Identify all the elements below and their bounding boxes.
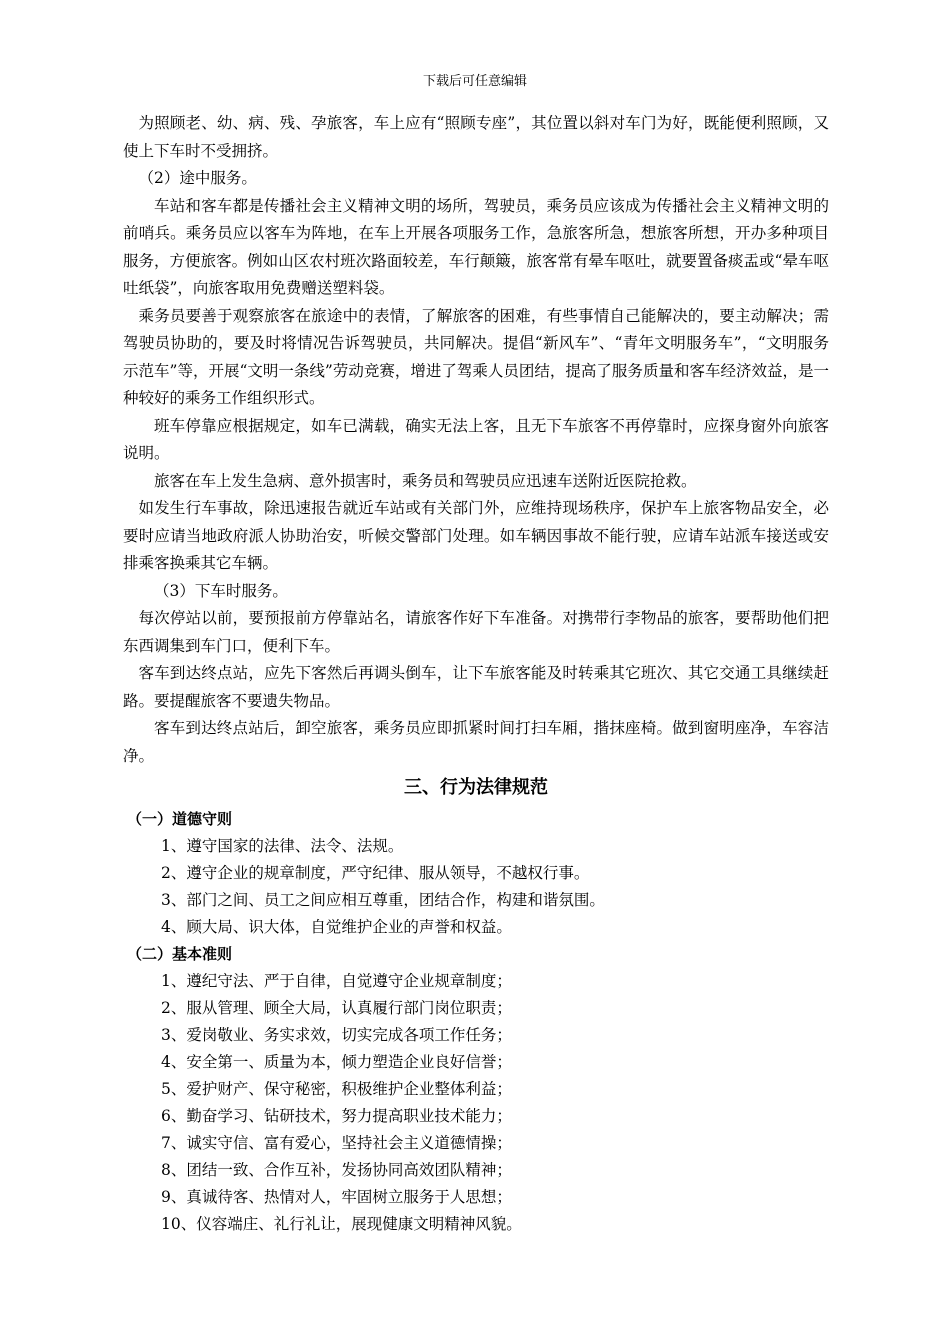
list-item: 1、遵守国家的法律、法令、法规。	[161, 837, 404, 855]
paragraph: 班车停靠应根据规定，如车已满载，确实无法上客，且无下车旅客不再停靠时，应探身窗外向旅客说明。	[123, 416, 829, 462]
list-item: 3、爱岗敬业、务实求效，切实完成各项工作任务；	[161, 1026, 512, 1044]
list-item: 4、顾大局、识大体，自觉维护企业的声誉和权益。	[161, 918, 512, 936]
list-item: 8、团结一致、合作互补，发扬协同高效团队精神；	[161, 1161, 512, 1179]
paragraph: 如发生行车事故，除迅速报告就近车站或有关部门外，应维持现场秩序，保护车上旅客物品安全，必要时应请当地政府派人协助治安，听候交警部门处理。如车辆因事故不能行驶，应请车站派车接送或安排乘客换乘其它车辆。	[123, 499, 829, 572]
document-body	[123, 110, 829, 1238]
list-item: 9、真诚待客、热情对人，牢固树立服务于人思想；	[161, 1188, 512, 1206]
list-item: 5、爱护财产、保守秘密，积极维护企业整体利益；	[161, 1080, 512, 1098]
page-header: 下载后可任意编辑	[422, 74, 527, 89]
list-item: 4、安全第一、质量为本，倾力塑造企业良好信誉；	[161, 1053, 512, 1071]
paragraph: 客车到达终点站后，卸空旅客，乘务员应即抓紧时间打扫车厢，揩抹座椅。做到窗明座净，车容洁净。	[123, 719, 829, 765]
list-item: 2、遵守企业的规章制度，严守纪律、服从领导，不越权行事。	[161, 864, 590, 882]
subsection-title-moral-code: （一）道德守则	[127, 810, 233, 828]
paragraph: 客车到达终点站，应先下客然后再调头倒车，让下车旅客能及时转乘其它班次、其它交通工具继续赶路。要提醒旅客不要遗失物品。	[123, 664, 829, 710]
list-item: 6、勤奋学习、钻研技术，努力提高职业技术能力；	[161, 1107, 512, 1125]
section-title: 三、行为法律规范	[404, 777, 548, 798]
paragraph: 乘务员要善于观察旅客在旅途中的表情，了解旅客的困难，有些事情自己能解决的，要主动解决；需驾驶员协助的，要及时将情况告诉驾驶员，共同解决。提倡“新风车”、“青年文明服务车”，“文明服务示范车”等，开展“文明一条线”劳动竞赛，增进了驾乘人员团结，提高了服务质量和客车经济效益，是一种较好的乘务工作组织形式。	[123, 306, 829, 407]
subheading-alighting-service: （3）下车时服务。	[154, 581, 288, 600]
paragraph: 为照顾老、幼、病、残、孕旅客，车上应有“照顾专座”，其位置以斜对车门为好，既能便利照顾，又使上下车时不受拥挤。	[123, 114, 829, 160]
list-item: 1、遵纪守法、严于自律，自觉遵守企业规章制度；	[161, 972, 512, 990]
paragraph: 每次停站以前，要预报前方停靠站名，请旅客作好下车准备。对携带行李物品的旅客，要帮助他们把东西调集到车门口，便利下车。	[123, 609, 829, 655]
list-item: 7、诚实守信、富有爱心，坚持社会主义道德情操；	[161, 1134, 512, 1152]
list-item: 10、仪容端庄、礼行礼让，展现健康文明精神风貌。	[161, 1215, 522, 1233]
list-item: 2、服从管理、顾全大局，认真履行部门岗位职责；	[161, 999, 512, 1017]
subheading-en-route-service: （2）途中服务。	[138, 169, 257, 187]
subsection-title-basic-rules: （二）基本准则	[127, 945, 233, 963]
paragraph: 旅客在车上发生急病、意外损害时，乘务员和驾驶员应迅速车送附近医院抢救。	[154, 471, 697, 490]
paragraph: 车站和客车都是传播社会主义精神文明的场所，驾驶员，乘务员应该成为传播社会主义精神文明的前哨兵。乘务员应以客车为阵地，在车上开展各项服务工作，急旅客所急，想旅客所想，开办多种项目服务，方便旅客。例如山区农村班次路面较差，车行颠簸，旅客常有晕车呕吐，就要置备痰盂或“晕车呕吐纸袋”，向旅客取用免费赠送塑料袋。	[123, 196, 829, 297]
list-item: 3、部门之间、员工之间应相互尊重，团结合作，构建和谐氛围。	[161, 891, 605, 909]
